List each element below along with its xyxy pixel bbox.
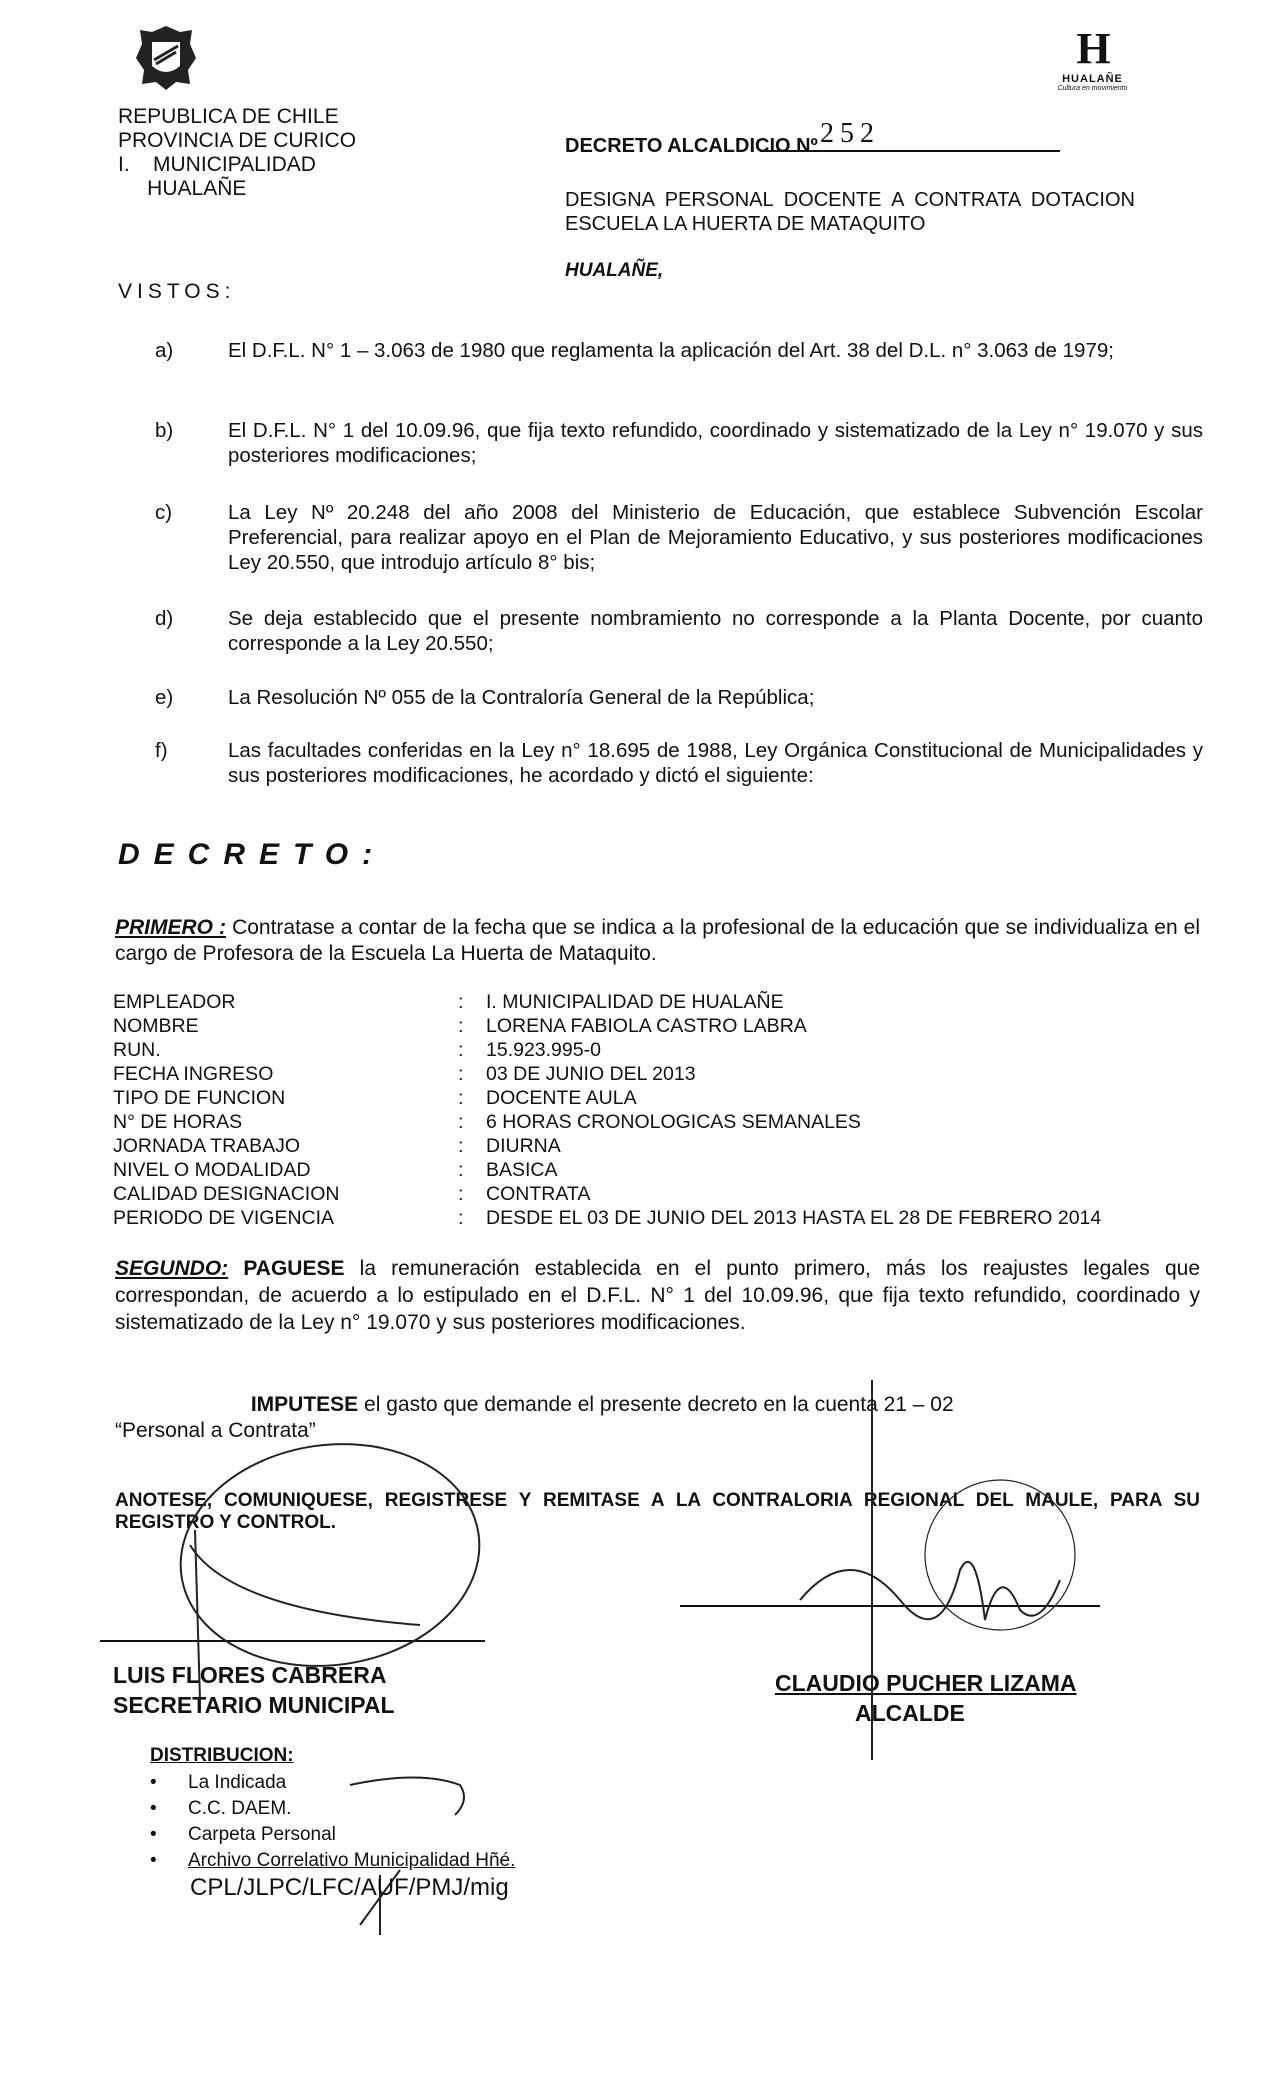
segundo-lead: PAGUESE — [243, 1257, 345, 1280]
vistos-text: El D.F.L. N° 1 del 10.09.96, que fija texto refundido, coordinado y sistematizado de la Ley n° 19.070 y sus posteriores modificaciones; — [228, 419, 1203, 467]
detail-key: EMPLEADOR — [113, 991, 236, 1013]
imputese-lead: IMPUTESE — [250, 1393, 359, 1416]
detail-key: PERIODO DE VIGENCIA — [113, 1207, 335, 1229]
vistos-text: La Resolución Nº 055 de la Contraloría General de la República; — [228, 686, 815, 709]
vistos-text: La Ley Nº 20.248 del año 2008 del Ministerio de Educación, que establece Subvención Escolar Preferencial, para realizar apoyo en el Plan de Mejoramiento Educativo, y sus posteriores modificaciones Ley 20.550, que introdujo artículo 8° bis; — [228, 501, 1203, 574]
distribution-item: • C.C. DAEM. — [150, 1796, 515, 1822]
imputese-line2: “Personal a Contrata” — [115, 1419, 316, 1442]
left-signatory-title: SECRETARIO MUNICIPAL — [113, 1692, 395, 1718]
vistos-letter: e) — [155, 686, 174, 709]
detail-value: 15.923.995-0 — [486, 1039, 601, 1061]
left-signature-stroke — [166, 1425, 494, 1685]
detail-key: FECHA INGRESO — [113, 1063, 274, 1085]
detail-value: 6 HORAS CRONOLOGICAS SEMANALES — [486, 1111, 861, 1133]
decree-title: DECRETO ALCALDICIO Nº — [565, 135, 818, 157]
detail-value: LORENA FABIOLA CASTRO LABRA — [486, 1015, 807, 1037]
detail-key: N° DE HORAS — [113, 1111, 243, 1133]
vistos-letter: c) — [155, 501, 173, 524]
right-signatory-name: CLAUDIO PUCHER LIZAMA — [775, 1670, 1077, 1696]
detail-key: RUN. — [113, 1039, 161, 1061]
detail-value: DIURNA — [486, 1135, 561, 1157]
distribution-item: • Carpeta Personal — [150, 1822, 515, 1848]
decreto-heading: DECRETO: — [118, 838, 387, 871]
distribution-item: • Archivo Correlativo Municipalidad Hñé. — [150, 1848, 515, 1874]
vistos-letter: f) — [155, 739, 168, 762]
detail-value: BASICA — [486, 1159, 558, 1181]
header-line: PROVINCIA DE CURICO — [118, 129, 357, 152]
segundo-text: la remuneración establecida en el punto primero, más los reajustes legales que correspondan, de acuerdo a lo estipulado en el D.F.L. N° 1 del 10.09.96, que fija texto refundido, coordinado y sistematizado de la Ley n° 19.070 y sus posteriores modificaciones. — [115, 1257, 1201, 1334]
header-line: I. MUNICIPALIDAD — [118, 153, 316, 176]
detail-value: DOCENTE AULA — [486, 1087, 637, 1109]
vistos-text: El D.F.L. N° 1 – 3.063 de 1980 que reglamenta la aplicación del Art. 38 del D.L. n° 3.063 de 1979; — [228, 339, 1114, 362]
detail-key: TIPO DE FUNCION — [113, 1087, 286, 1109]
primero-text: Contratase a contar de la fecha que se indica a la profesional de la educación que se individualiza en el cargo de Profesora de la Escuela La Huerta de Mataquito. — [115, 916, 1200, 965]
detail-key: JORNADA TRABAJO — [113, 1135, 301, 1157]
decree-subject: DESIGNA PERSONAL DOCENTE A CONTRATA DOTACION ESCUELA LA HUERTA DE MATAQUITO — [565, 189, 1135, 235]
header-line: HUALAÑE — [118, 177, 247, 200]
distribution-title: DISTRIBUCION: — [150, 1745, 294, 1766]
detail-key: NOMBRE — [113, 1015, 199, 1037]
hualane-logo-mark-icon: H — [1076, 24, 1109, 73]
anotese-paragraph: ANOTESE, COMUNIQUESE, REGISTRESE Y REMITASE A LA CONTRALORIA REGIONAL DEL MAULE, PARA SU REGISTRO Y CONTROL. — [115, 1490, 1200, 1533]
vistos-text: Las facultades conferidas en la Ley n° 18.695 de 1988, Ley Orgánica Constitucional de Municipalidades y sus posteriores modificaciones, he acordado y dictó el siguiente: — [228, 739, 1203, 787]
vistos-letter: a) — [155, 339, 174, 362]
left-signature-stroke — [190, 1530, 420, 1700]
right-signature-stroke — [800, 1562, 1060, 1620]
official-stamp-icon — [925, 1480, 1075, 1630]
vistos-letter: b) — [155, 419, 174, 442]
detail-value: CONTRATA — [486, 1183, 591, 1205]
logo-tagline: Cultura en movimiento — [1057, 85, 1128, 92]
vistos-text: Se deja establecido que el presente nombramiento no corresponde a la Planta Docente, por cuanto corresponde a la Ley 20.550; — [228, 607, 1203, 655]
left-signatory-name: LUIS FLORES CABRERA — [113, 1662, 387, 1688]
detail-value: 03 DE JUNIO DEL 2013 — [486, 1063, 696, 1085]
author-initials: CPL/JLPC/LFC/AUF/PMJ/mig — [190, 1874, 509, 1901]
segundo-label: SEGUNDO: — [115, 1257, 229, 1280]
primero-label: PRIMERO : — [115, 916, 227, 939]
distribution-list — [150, 1770, 515, 1874]
detail-key: NIVEL O MODALIDAD — [113, 1159, 311, 1181]
vistos-letter: d) — [155, 607, 174, 630]
detail-value: DESDE EL 03 DE JUNIO DEL 2013 HASTA EL 28 DE FEBRERO 2014 — [486, 1207, 1102, 1229]
decree-place: HUALAÑE, — [565, 260, 664, 281]
detail-key: CALIDAD DESIGNACION — [113, 1183, 340, 1205]
detail-value: I. MUNICIPALIDAD DE HUALAÑE — [486, 991, 784, 1013]
logo-name: HUALAÑE — [1062, 73, 1123, 85]
right-signatory-title: ALCALDE — [855, 1700, 965, 1726]
vistos-heading: VISTOS: — [118, 280, 236, 303]
header-line: REPUBLICA DE CHILE — [118, 105, 339, 128]
decree-number: 252 — [760, 118, 1060, 152]
distribution-item: • La Indicada — [150, 1770, 515, 1796]
imputese-text: el gasto que demande el presente decreto en la cuenta 21 – 02 — [364, 1393, 954, 1416]
